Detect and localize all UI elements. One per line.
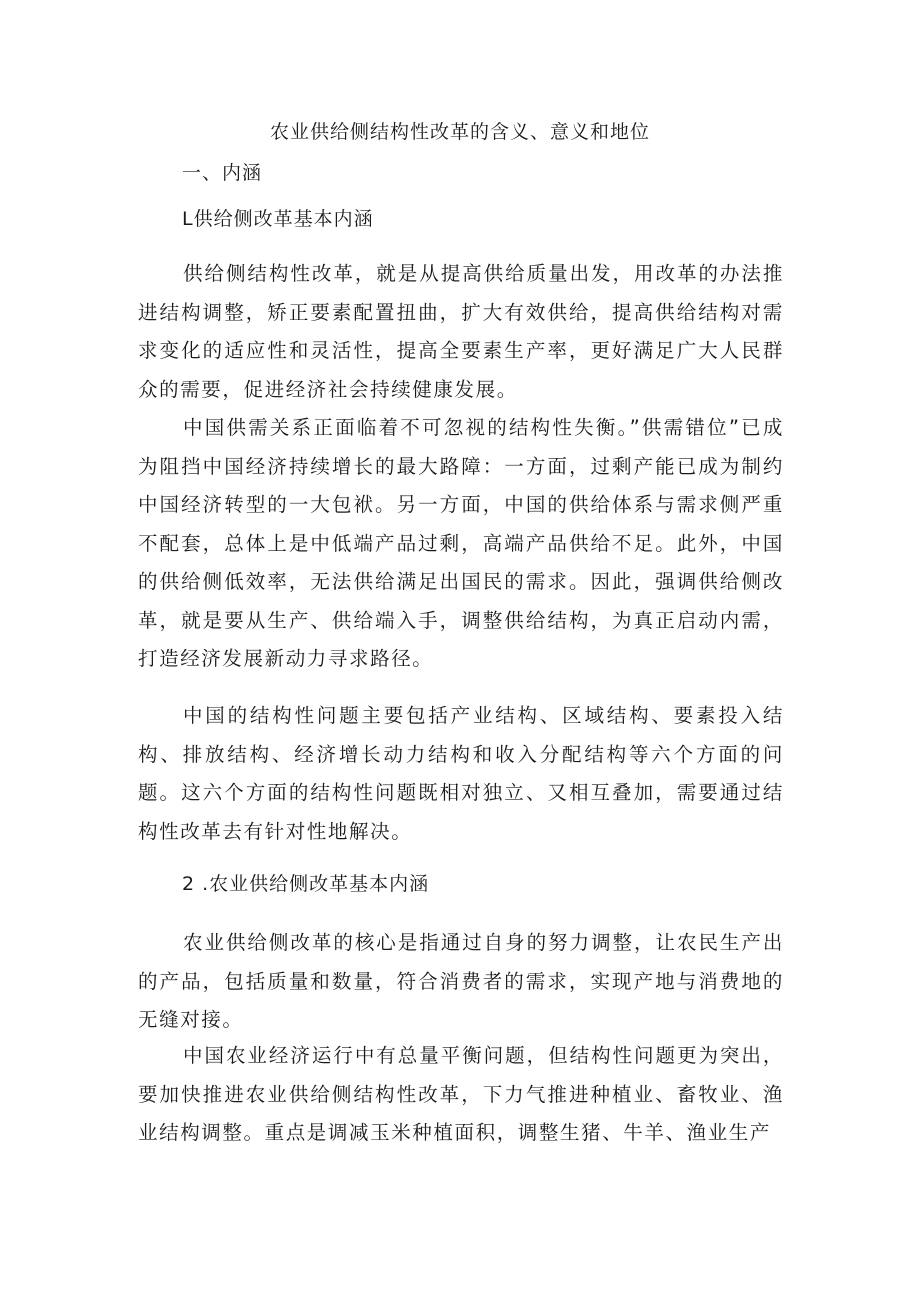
paragraph-agriculture-core: 农业供给侧改革的核心是指通过自身的努力调整，让农民生产出的产品，包括质量和数量，符合消费者的需求，实现产地与消费地的无缝对接。 [138,931,784,1031]
paragraph-imbalance: 中国供需关系正面临着不可忽视的结构性失衡。”供需错位”已成为阻挡中国经济持续增长的最大路障：一方面，过剩产能已成为制约中国经济转型的一大包袱。另一方面，中国的供给体系与需求侧严重不配套，总体上是中低端产品过剩，高端产品供给不足。此外，中国的供给侧低效率，无法供给满足出国民的需求。因此，强调供给侧改革，就是要从生产、供给端入手，调整供给结构，为真正启动内需，打造经济发展新动力寻求路径。 [138,416,784,670]
paragraph-definition: 供给侧结构性改革，就是从提高供给质量出发，用改革的办法推进结构调整，矫正要素配置扭曲，扩大有效供给，提高供给结构对需求变化的适应性和灵活性，提高全要素生产率，更好满足广大人民群众的需要，促进经济社会持续健康发展。 [138,262,784,401]
section-heading: 一、内涵 [182,162,263,184]
document-title: 农业供给侧结构性改革的含义、意义和地位 [269,121,650,143]
paragraph-agriculture-economy: 中国农业经济运行中有总量平衡问题，但结构性问题更为突出，要加快推进农业供给侧结构性改革，下力气推进种植业、畜牧业、渔业结构调整。重点是调减玉米种植面积，调整生猪、牛羊、渔业生产 [138,1044,784,1144]
subheading-supply-side: L供给侧改革基本内涵 [182,208,374,230]
subheading-agriculture: 2 .农业供给侧改革基本内涵 [182,873,430,895]
paragraph-structural-issues: 中国的结构性问题主要包括产业结构、区域结构、要素投入结构、排放结构、经济增长动力结构和收入分配结构等六个方面的问题。这六个方面的结构性问题既相对独立、又相互叠加，需要通过结构性改革去有针对性地解决。 [138,704,784,843]
